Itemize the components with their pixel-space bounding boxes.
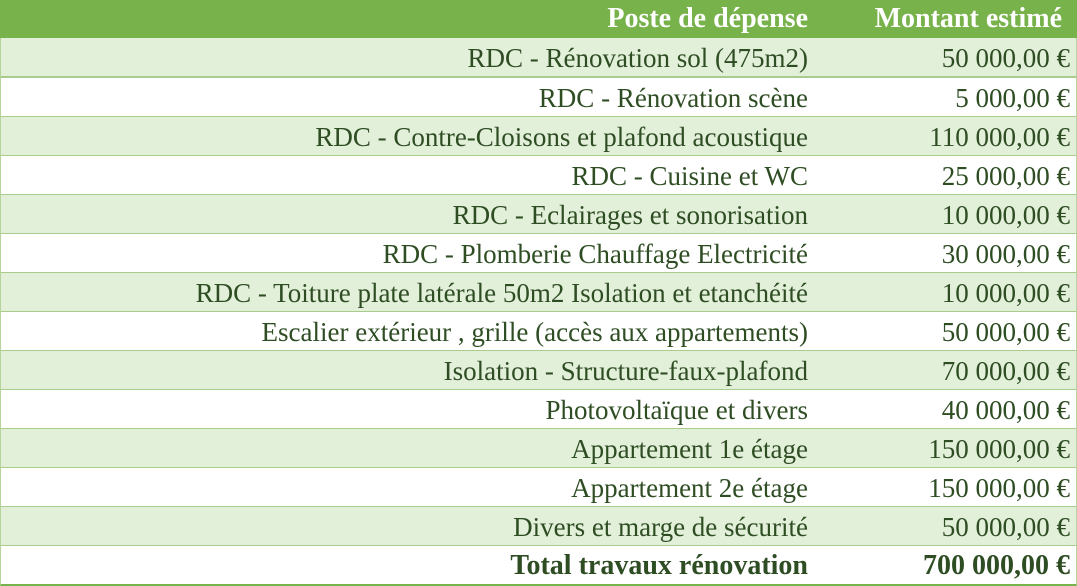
expense-amount: 25 000,00 € (941, 161, 1070, 191)
table-row (0, 351, 1077, 391)
expense-amount: 10 000,00 € (941, 200, 1070, 230)
expense-amount: 110 000,00 € (929, 122, 1070, 152)
expense-label: RDC - Contre-Cloisons et plafond acoustique (315, 122, 808, 152)
expense-label: Divers et marge de sécurité (513, 512, 808, 542)
expense-label: Isolation - Structure-faux-plafond (443, 356, 808, 386)
expense-amount: 50 000,00 € (941, 512, 1070, 542)
expense-label: RDC - Eclairages et sonorisation (452, 200, 808, 230)
expense-amount: 50 000,00 € (941, 317, 1070, 347)
table-row (0, 156, 1077, 196)
table-row (0, 468, 1077, 508)
expense-label: RDC - Plomberie Chauffage Electricité (382, 239, 808, 269)
expense-amount: 150 000,00 € (928, 473, 1070, 503)
table-row (0, 234, 1077, 274)
expense-amount: 40 000,00 € (941, 395, 1070, 425)
header-expense-item: Poste de dépense (607, 3, 808, 34)
total-row (0, 546, 1077, 586)
expense-label: RDC - Cuisine et WC (571, 161, 808, 191)
total-label: Total travaux rénovation (510, 550, 808, 581)
expense-amount: 5 000,00 € (955, 83, 1070, 113)
table-row (0, 78, 1077, 118)
expense-label: Appartement 2e étage (571, 473, 808, 503)
expense-label: RDC - Toiture plate latérale 50m2 Isolation et etanchéité (195, 278, 808, 308)
table-row (0, 390, 1077, 430)
expense-amount: 70 000,00 € (941, 356, 1070, 386)
table-header (0, 0, 1077, 38)
table-row (0, 312, 1077, 352)
table-row (0, 195, 1077, 235)
total-amount: 700 000,00 € (923, 550, 1070, 581)
expense-label: RDC - Rénovation sol (475m2) (467, 43, 808, 73)
expense-amount: 30 000,00 € (941, 239, 1070, 269)
expense-label: Escalier extérieur , grille (accès aux appartements) (261, 317, 808, 347)
header-estimated-amount: Montant estimé (874, 3, 1062, 34)
expense-amount: 50 000,00 € (941, 43, 1070, 73)
table-row (0, 38, 1077, 78)
expense-amount: 150 000,00 € (928, 434, 1070, 464)
table-row (0, 273, 1077, 313)
expense-amount: 10 000,00 € (941, 278, 1070, 308)
table-row (0, 507, 1077, 547)
expense-label: Appartement 1e étage (571, 434, 808, 464)
table-row (0, 429, 1077, 469)
expense-label: RDC - Rénovation scène (538, 83, 808, 113)
table-row (0, 117, 1077, 157)
expense-label: Photovoltaïque et divers (545, 395, 808, 425)
